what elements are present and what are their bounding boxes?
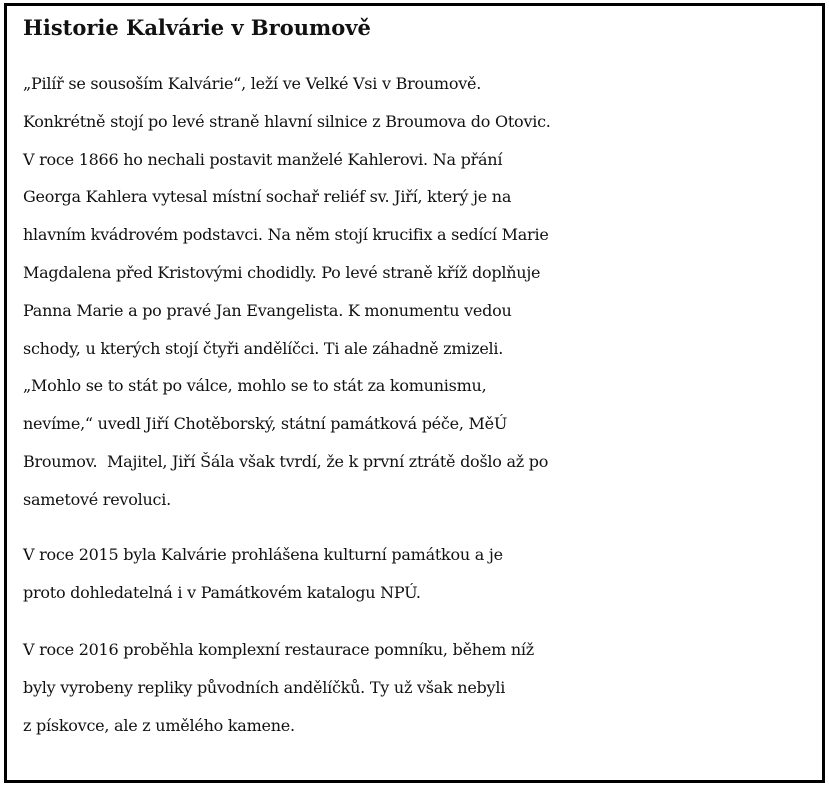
text-line: z pískovce, ale z umělého kamene. (23, 715, 295, 735)
text-line: „Pilíř se sousoším Kalvárie“, leží ve Velké Vsi v Broumově. (23, 74, 482, 93)
text-line: V roce 2015 byla Kalvárie prohlášena kulturní památkou a je (23, 545, 503, 564)
document-title: Historie Kalvárie v Broumově (23, 15, 371, 40)
text-line: byly vyrobeny repliky původních andělíčků. Ty už však nebyli (23, 677, 506, 697)
text-line: Konkrétně stojí po levé straně hlavní silnice z Broumova do Otovic. (23, 111, 551, 131)
text-line: V roce 2016 proběhla komplexní restaurace pomníku, během níž (23, 640, 534, 659)
text-line: hlavním kvádrovém podstavci. Na něm stojí krucifix a sedící Marie (23, 225, 549, 245)
text-line: Magdalena před Kristovými chodidly. Po levé straně kříž doplňuje (23, 262, 541, 282)
text-line: proto dohledatelná i v Památkovém katalogu NPÚ. (23, 582, 421, 602)
text-line: V roce 1866 ho nechali postavit manželé Kahlerovi. Na přání (23, 149, 503, 169)
text-line: Panna Marie a po pravé Jan Evangelista. K monumentu vedou (23, 300, 512, 320)
text-line: sametové revoluci. (23, 489, 171, 509)
text-line: Broumov. Majitel, Jiří Šála však tvrdí, že k první ztrátě došlo až po (23, 451, 549, 471)
paragraph-restoration (23, 631, 818, 744)
text-line: „Mohlo se to stát po válce, mohlo se to stát za komunismu, (23, 376, 487, 396)
text-line: nevíme,“ uvedl Jiří Chotěborský, státní památková péče, MěÚ (23, 414, 508, 434)
text-line: schody, u kterých stojí čtyři andělíčci. Ti ale záhadně zmizeli. (23, 338, 504, 358)
text-line: Georga Kahlera vytesal místní sochař reliéf sv. Jiří, který je na (23, 187, 512, 207)
paragraph-monument-status (23, 536, 818, 612)
document-frame (4, 3, 825, 783)
paragraph-history (23, 65, 818, 519)
